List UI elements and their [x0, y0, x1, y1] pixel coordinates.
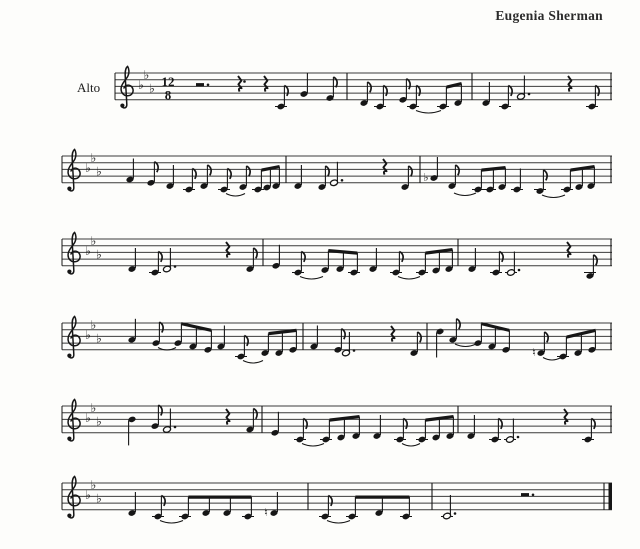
staff-system-1	[0, 41, 640, 129]
svg-text:♭: ♭	[96, 331, 102, 346]
svg-text:♭: ♭	[143, 68, 150, 83]
svg-text:12: 12	[161, 73, 175, 89]
key-signature	[85, 478, 102, 505]
time-signature	[162, 74, 175, 103]
notes	[128, 405, 611, 446]
composer-name: Eugenia Sherman	[495, 8, 603, 23]
notes	[128, 319, 611, 363]
staff-system-3	[0, 207, 640, 295]
svg-text:♭: ♭	[96, 414, 102, 429]
svg-text:♭: ♭	[423, 170, 429, 184]
svg-text:♭: ♭	[96, 491, 102, 506]
svg-text:♭: ♭	[85, 244, 91, 259]
svg-text:♭: ♭	[85, 328, 91, 343]
svg-text:♭: ♭	[90, 151, 97, 166]
svg-text:♭: ♭	[90, 478, 97, 493]
svg-text:♭: ♭	[138, 78, 144, 93]
key-signature	[138, 68, 155, 95]
staff-system-2	[0, 124, 640, 212]
staff-system-4	[0, 291, 640, 379]
key-signature	[85, 151, 102, 178]
staff-lines	[115, 73, 612, 100]
key-signature	[85, 401, 102, 428]
svg-text:♭: ♭	[85, 161, 91, 176]
svg-text:♭: ♭	[90, 234, 97, 249]
svg-text:♭: ♭	[85, 488, 91, 503]
svg-text:♮: ♮	[532, 345, 536, 359]
svg-text:♮: ♮	[264, 505, 268, 519]
part-label: Alto	[77, 80, 101, 95]
staff-lines	[62, 323, 612, 350]
svg-text:♭: ♭	[90, 318, 97, 333]
svg-text:♭: ♭	[96, 164, 102, 179]
staff-system-6	[0, 451, 640, 539]
staff-system-5	[0, 374, 640, 462]
svg-text:8: 8	[164, 87, 172, 103]
key-signature	[85, 318, 102, 345]
key-signature	[85, 234, 102, 261]
svg-text:♭: ♭	[149, 81, 155, 96]
svg-text:♭: ♭	[90, 401, 97, 416]
staff-lines	[62, 483, 612, 510]
svg-text:♭: ♭	[96, 247, 102, 262]
svg-text:♭: ♭	[85, 411, 91, 426]
